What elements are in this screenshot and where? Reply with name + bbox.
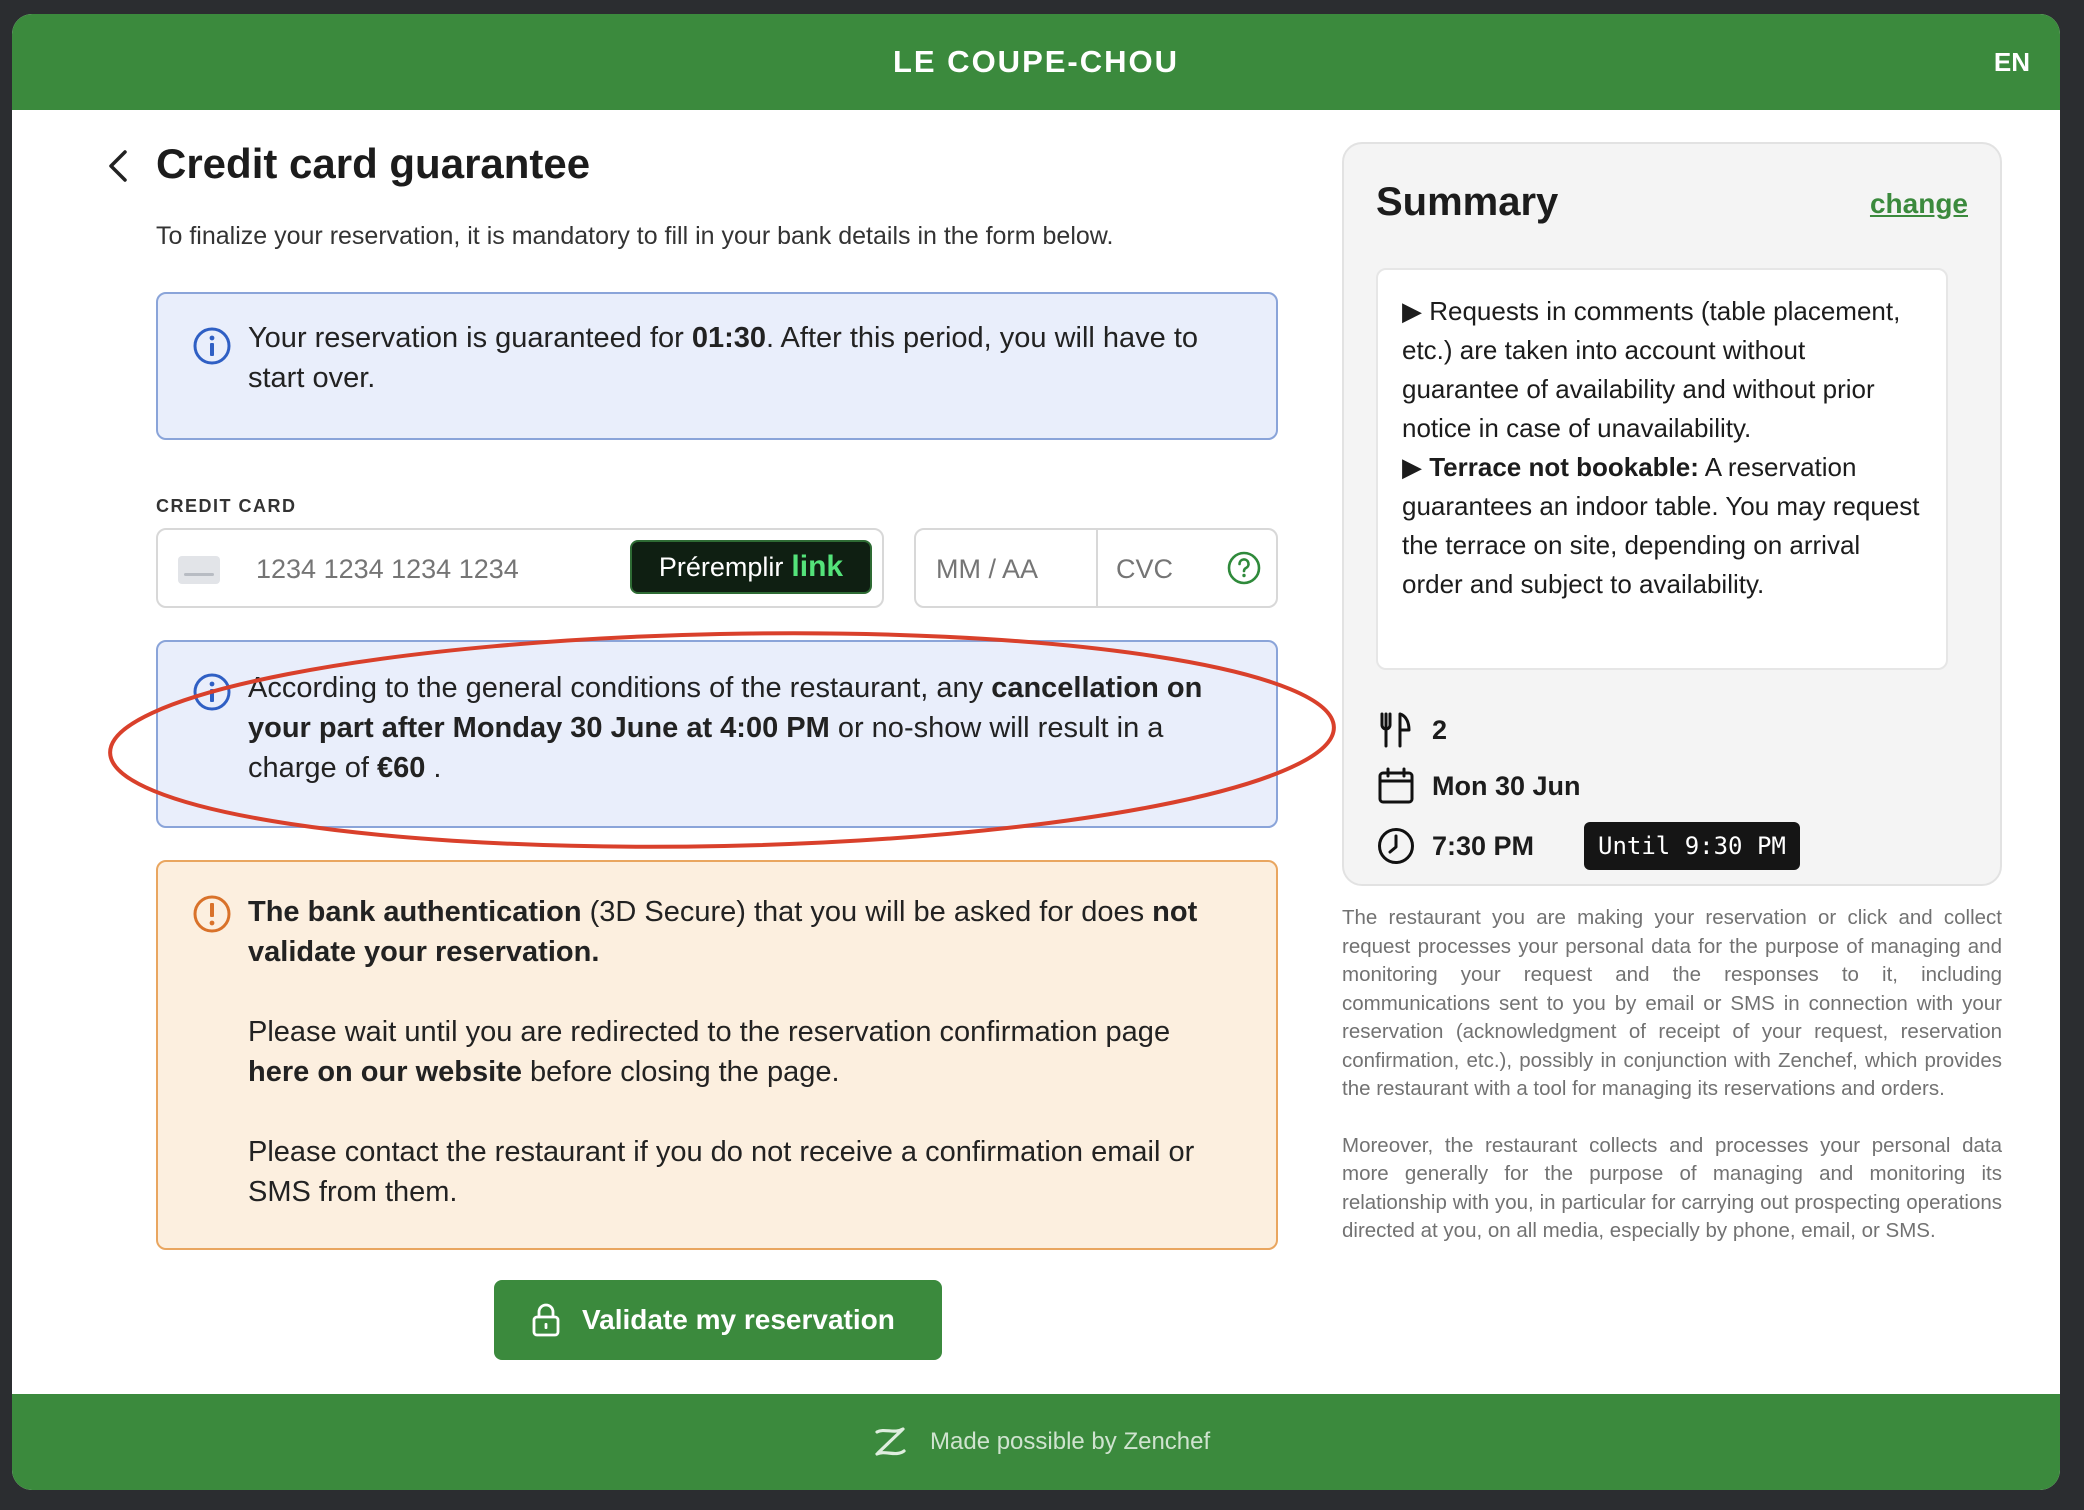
cancel-deadline: cancellation on your part after Monday 30 June at 4:00 PM	[248, 672, 1203, 744]
cancel-text-1: According to the general conditions of the restaurant, any	[248, 672, 992, 704]
card-icon	[178, 556, 220, 584]
back-chevron-icon[interactable]	[100, 146, 140, 186]
guests-count: 2	[1432, 715, 1448, 745]
lock-icon	[528, 1302, 564, 1338]
credit-card-label: CREDIT CARD	[156, 496, 297, 516]
clock-icon	[1376, 826, 1416, 866]
timer-text-1: Your reservation is guaranteed for	[248, 322, 692, 354]
summary-notes	[1376, 268, 1948, 670]
page-intro: To finalize your reservation, it is mandatory to fill in your bank details in the form below.	[156, 222, 1114, 250]
link-logo: link	[791, 550, 844, 583]
bank-auth-alert	[156, 860, 1278, 1250]
timer-alert-text	[248, 318, 1236, 398]
cancellation-alert-text	[248, 668, 1236, 788]
restaurant-name: LE COUPE-CHOU	[892, 44, 1180, 79]
privacy-notice	[1342, 904, 2002, 1246]
note-comments: ▶ Requests in comments (table placement, etc.) are taken into account without guarantee of availability and without prior notice in case of unavailability.	[1402, 296, 1901, 443]
cancel-text-2: or no-show will result in a charge of	[248, 712, 1164, 784]
info-icon	[192, 672, 232, 712]
expiry-input[interactable]	[934, 548, 1078, 590]
cancel-text-3: .	[425, 752, 442, 784]
bank-auth-p1	[248, 892, 1236, 972]
cutlery-icon	[1376, 710, 1416, 750]
info-icon	[192, 326, 232, 366]
summary-panel	[1342, 142, 2002, 886]
card-number-input[interactable]	[254, 548, 598, 590]
cancel-fee: €60	[376, 752, 426, 784]
zenchef-logo-icon	[868, 1420, 912, 1464]
validate-reservation-button[interactable]	[494, 1280, 942, 1360]
prefill-label: Préremplir	[658, 552, 784, 582]
change-link[interactable]: change	[1869, 188, 1968, 219]
bank-auth-text-2: Please wait until you are redirected to the reservation confirmation page	[248, 1016, 1171, 1048]
reservation-date: Mon 30 Jun	[1432, 771, 1581, 801]
help-icon[interactable]	[1226, 550, 1262, 586]
note-terrace-text: A reservation guarantees an indoor table. You may request the terrace on site, depending on arrival order and subject to availability.	[1402, 452, 1920, 599]
bank-auth-bold-1: The bank authentication	[248, 896, 582, 928]
note-terrace-bold: ▶ Terrace not bookable:	[1402, 452, 1699, 482]
privacy-p2: Moreover, the restaurant collects and processes your personal data more generally for the purpose of managing and monitoring its relationship with you, in particular for carrying out prospecting operations directed at you, on all media, especially by phone, email, or SMS.	[1342, 1133, 2002, 1242]
cancellation-alert	[156, 640, 1278, 828]
language-switch[interactable]: EN	[1993, 47, 2030, 77]
page-title: Credit card guarantee	[156, 140, 591, 187]
made-by-zenchef: Made possible by Zenchef	[930, 1428, 1211, 1455]
bank-auth-bold-3: here on our website	[248, 1056, 522, 1088]
expiry-cvc-field	[914, 528, 1278, 608]
summary-title: Summary	[1376, 180, 1559, 224]
bank-auth-text-1: (3D Secure) that you will be asked for does	[581, 896, 1153, 928]
field-divider	[1096, 530, 1098, 606]
bank-auth-bold-2: not validate your reservation.	[248, 896, 1198, 968]
validate-label: Validate my reservation	[582, 1304, 895, 1335]
privacy-p1: The restaurant you are making your reservation or click and collect request processes your personal data for the purpose of managing and monitoring your request and the responses to it, including communications sent to you by email or SMS in connection with your reservation (acknowledgment of receipt of your request, reservation confirmation, etc.), possibly in conjunction with Zenchef, which provides the restaurant with a tool for managing its reservations and orders.	[1342, 906, 2002, 1100]
footer	[12, 1394, 2060, 1490]
card-number-field[interactable]	[156, 528, 884, 608]
app-window	[12, 14, 2060, 1490]
bank-auth-p3: Please contact the restaurant if you do not receive a confirmation email or SMS from them.	[248, 1136, 1195, 1208]
reservation-time: 7:30 PM	[1432, 831, 1535, 861]
top-bar	[12, 14, 2060, 110]
cvc-input[interactable]	[1114, 548, 1218, 590]
prefill-link-button[interactable]	[630, 540, 872, 594]
bank-auth-p2	[248, 1012, 1236, 1092]
timer-text-2: . After this period, you will have to start over.	[248, 322, 1199, 394]
until-badge: Until 9:30 PM	[1584, 822, 1800, 870]
bank-auth-text	[248, 892, 1236, 1212]
note-terrace	[1402, 448, 1922, 604]
calendar-icon	[1376, 766, 1416, 806]
timer-alert	[156, 292, 1278, 440]
timer-value: 01:30	[691, 322, 767, 354]
bank-auth-text-3: before closing the page.	[521, 1056, 840, 1088]
warning-icon	[192, 894, 232, 934]
